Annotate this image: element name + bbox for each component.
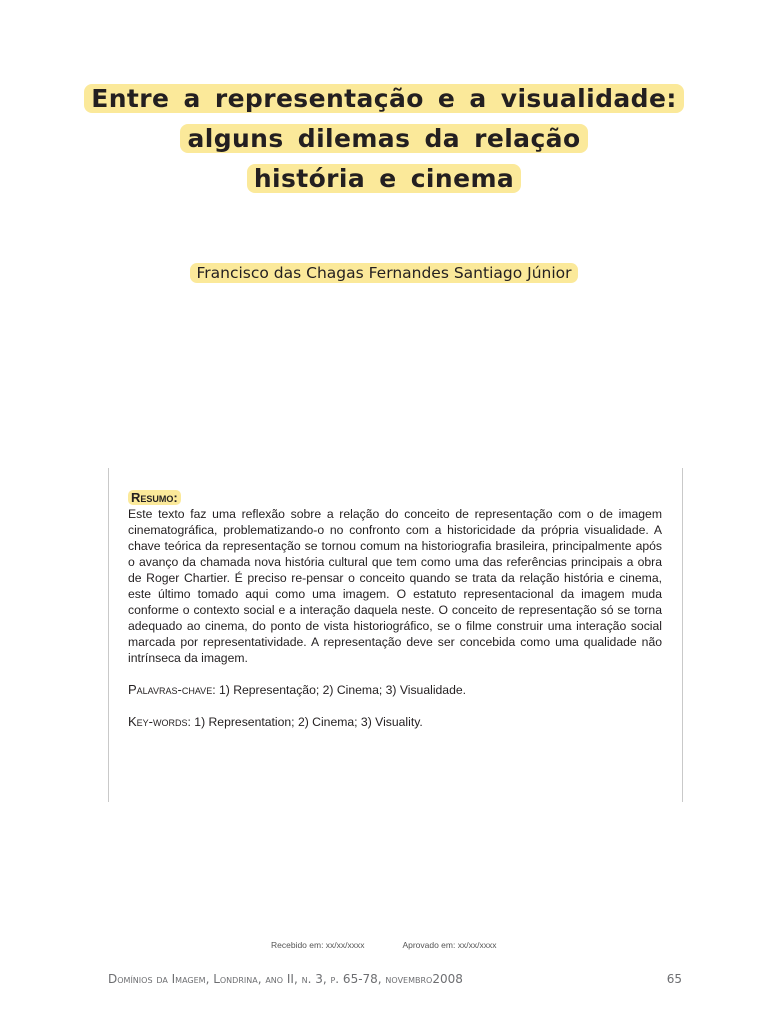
abstract-left-rule bbox=[108, 468, 109, 802]
keywords-en-text: : 1) Representation; 2) Cinema; 3) Visuality. bbox=[187, 715, 423, 729]
journal-citation: Domínios da Imagem, Londrina, ano II, n. 3, p. 65-78, novembro2008 bbox=[108, 972, 463, 986]
keywords-en-label: Key-words bbox=[128, 714, 188, 729]
keywords-pt-text: : 1) Representação; 2) Cinema; 3) Visualidade. bbox=[212, 683, 467, 697]
abstract-label: Resumo: bbox=[128, 490, 181, 505]
keywords-pt bbox=[128, 682, 662, 698]
keywords-pt-label: Palavras-chave bbox=[128, 682, 213, 697]
approved-date: Aprovado em: xx/xx/xxxx bbox=[402, 940, 497, 950]
author-name: Francisco das Chagas Fernandes Santiago Júnior bbox=[190, 263, 577, 283]
title-line-2: alguns dilemas da relação bbox=[180, 124, 587, 153]
abstract-text: Este texto faz uma reflexão sobre a relação do conceito de representação com o de imagem cinematográfica, problematizando-o no confronto com a historicidade da própria visualidade. A chave teórica da representação se tornou comum na historiografia brasileira, principalmente após o avanço da chamada nova história cultural que tem como uma das referências principais a obra de Roger Chartier. É preciso re-pensar o conceito quando se trata da relação história e cinema, este último tomado aqui como uma imagem. O estatuto representacional da imagem muda conforme o contexto social e a interação daquela neste. O conceito de representação só se torna adequado ao cinema, do ponto de vista historiográfico, se o filme construir uma interação social marcada por representatividade. A representação deve ser concebida como uma qualidade não intrínseca da imagem. bbox=[128, 507, 662, 665]
received-date: Recebido em: xx/xx/xxxx bbox=[271, 940, 365, 950]
abstract-section bbox=[128, 490, 662, 730]
author-block bbox=[0, 263, 768, 282]
title-line-1: Entre a representação e a visualidade: bbox=[84, 84, 683, 113]
page-number: 65 bbox=[666, 972, 682, 986]
article-title bbox=[0, 82, 768, 202]
title-line-3: história e cinema bbox=[247, 164, 521, 193]
submission-dates bbox=[271, 940, 532, 950]
abstract-right-rule bbox=[682, 468, 683, 802]
keywords-en bbox=[128, 714, 662, 730]
